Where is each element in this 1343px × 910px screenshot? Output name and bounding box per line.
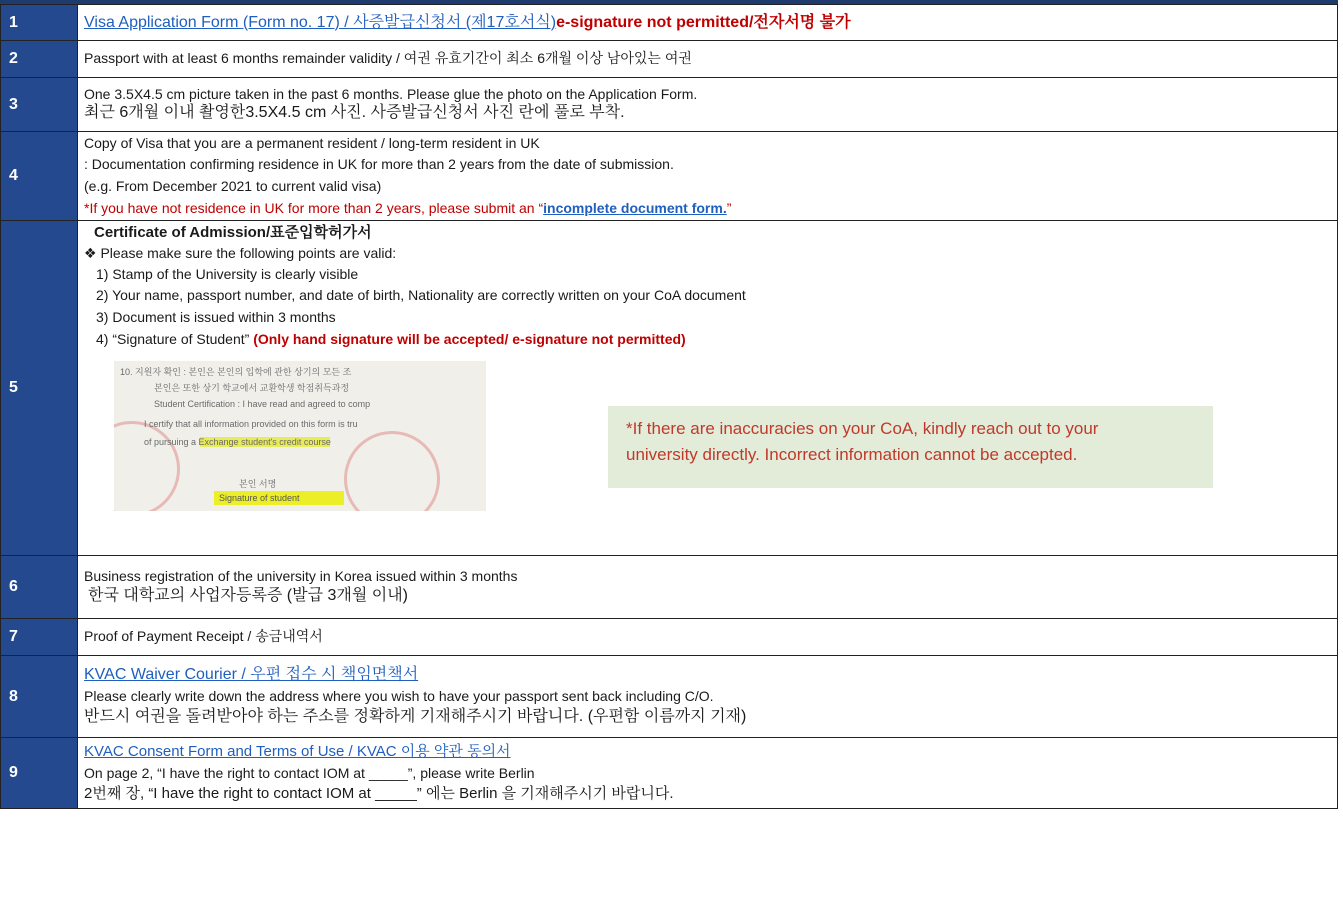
kvac-waiver-courier-link[interactable]: KVAC Waiver Courier / 우편 접수 시 책임면책서: [84, 666, 419, 684]
sample-line: of pursuing a Exchange student's credit course: [144, 436, 331, 447]
coa-intro: ❖ Please make sure the following points are valid:: [84, 244, 397, 261]
requirements-table: [0, 4, 1338, 809]
passport-requirement: Passport with at least 6 months remainder validity / 여권 유효기간이 최소 6개월 이상 남아있는 여권: [78, 41, 1338, 78]
row-number: 3: [1, 78, 78, 132]
row-content: [78, 78, 1338, 132]
row-content: [78, 132, 1338, 221]
notice-line: *If there are inaccuracies on your CoA, kindly reach out to your: [626, 419, 1099, 438]
table-row: [1, 41, 1338, 78]
business-registration-en: Business registration of the university in Korea issued within 3 months: [84, 568, 518, 585]
residence-doc-text: : Documentation confirming residence in UK for more than 2 years from the date of submission.: [84, 156, 674, 173]
business-registration-ko: 한국 대학교의 사업자등록증 (발급 3개월 이내): [88, 586, 408, 604]
table-row: [1, 738, 1338, 809]
table-row: [1, 78, 1338, 132]
row-content: [78, 5, 1338, 41]
coa-notice-box: [608, 406, 1213, 488]
row-number: 5: [1, 221, 78, 556]
coa-point-4: 4) “Signature of Student” (Only hand signature will be accepted/ e-signature not permitted): [96, 330, 686, 347]
residence-visa-text: Copy of Visa that you are a permanent resident / long-term resident in UK: [84, 134, 540, 151]
photo-requirement-en: One 3.5X4.5 cm picture taken in the past 6 months. Please glue the photo on the Application Form.: [84, 85, 698, 102]
address-instruction-en: Please clearly write down the address where you wish to have your passport sent back including C/O.: [84, 687, 714, 704]
table-row: [1, 221, 1338, 556]
row-number: 4: [1, 132, 78, 221]
table-row: [1, 556, 1338, 619]
table-row: [1, 619, 1338, 656]
signature-sample-image: [114, 361, 486, 511]
payment-receipt: Proof of Payment Receipt / 송금내역서: [78, 619, 1338, 656]
sample-line: Student Certification : I have read and agreed to comp: [154, 398, 371, 409]
kvac-consent-form-link[interactable]: KVAC Consent Form and Terms of Use / KVAC 이용 약관 동의서: [84, 743, 511, 761]
residence-warning: *If you have not residence in UK for more than 2 years, please submit an “incomplete document form.”: [84, 199, 732, 216]
hand-signature-note: (Only hand signature will be accepted/ e-signature not permitted): [253, 330, 686, 347]
address-instruction-ko: 반드시 여권을 돌려받아야 하는 주소를 정확하게 기재해주시기 바랍니다. (우편함 이름까지 기재): [84, 708, 747, 726]
coa-point-1: 1) Stamp of the University is clearly visible: [96, 265, 359, 282]
table-row: [1, 5, 1338, 41]
consent-instruction-ko: 2번째 장, “I have the right to contact IOM at _____” 에는 Berlin 을 기재해주시기 바랍니다.: [84, 785, 674, 803]
row-content: [78, 738, 1338, 809]
sample-line: Signature of student: [219, 492, 300, 503]
sample-line: 10. 지원자 확인 : 본인은 본인의 입학에 관한 상기의 모든 조: [120, 366, 352, 377]
table-row: [1, 656, 1338, 738]
row-content: [78, 656, 1338, 738]
table-row: [1, 132, 1338, 221]
row-number: 7: [1, 619, 78, 656]
photo-requirement-ko: 최근 6개월 이내 촬영한3.5X4.5 cm 사진. 사증발급신청서 사진 란에 풀로 부착.: [84, 104, 625, 122]
coa-title: Certificate of Admission/표준입학허가서: [94, 224, 372, 241]
row-number: 1: [1, 5, 78, 41]
stamp-mark: [344, 431, 440, 511]
coa-point-2: 2) Your name, passport number, and date of birth, Nationality are correctly written on your CoA document: [96, 287, 746, 304]
row-number: 6: [1, 556, 78, 619]
row-number: 8: [1, 656, 78, 738]
visa-application-form-link[interactable]: Visa Application Form (Form no. 17) / 사증발급신청서 (제17호서식): [84, 13, 557, 31]
row-content: [78, 221, 1338, 556]
residence-example-text: (e.g. From December 2021 to current valid visa): [84, 178, 382, 194]
sample-line: 본인은 또한 상기 학교에서 교환학생 학점취득과정: [154, 382, 350, 393]
notice-line: university directly. Incorrect information cannot be accepted.: [626, 444, 1078, 464]
sample-line: I certify that all information provided on this form is tru: [144, 418, 358, 429]
stamp-mark: [114, 421, 180, 511]
row-number: 2: [1, 41, 78, 78]
consent-instruction-en: On page 2, “I have the right to contact IOM at _____”, please write Berlin: [84, 764, 535, 781]
e-signature-warning: e-signature not permitted/전자서명 불가: [556, 13, 851, 31]
incomplete-document-form-link[interactable]: incomplete document form.: [543, 199, 727, 216]
sample-line: 본인 서명: [239, 478, 277, 489]
coa-point-3: 3) Document is issued within 3 months: [96, 309, 336, 326]
row-number: 9: [1, 738, 78, 809]
row-content: [78, 556, 1338, 619]
